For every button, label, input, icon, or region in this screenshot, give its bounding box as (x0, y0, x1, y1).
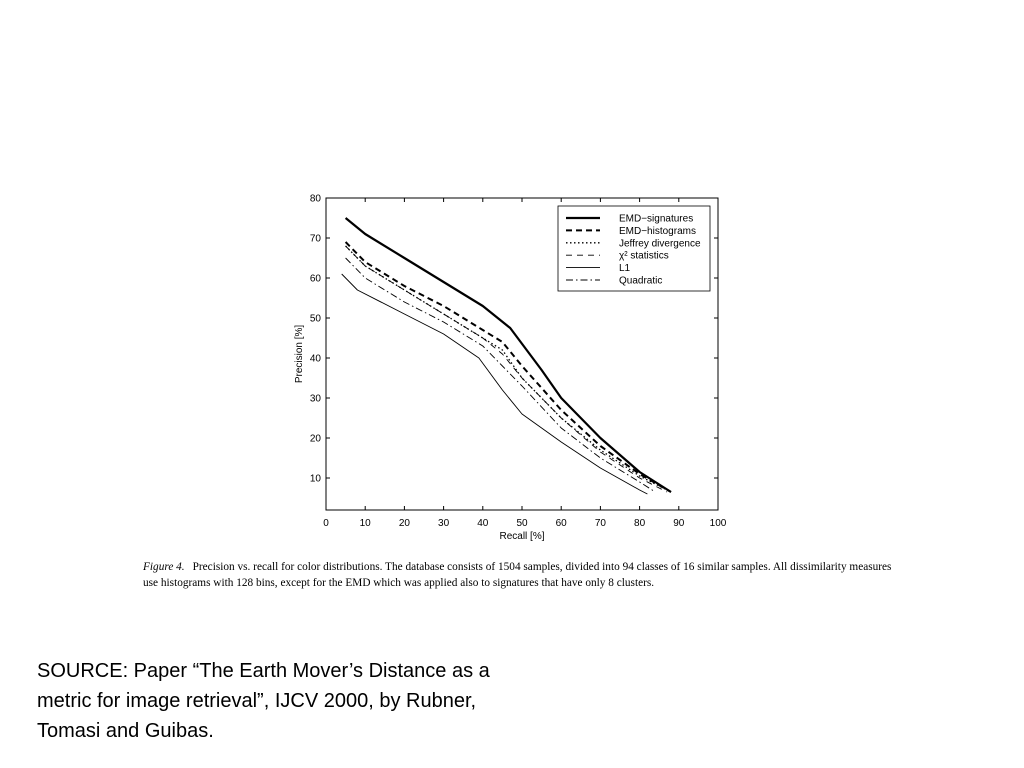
legend (558, 206, 710, 291)
y-tick-label: 60 (309, 273, 321, 285)
legend-entry-6: Quadratic (619, 275, 663, 287)
x-tick-label: 50 (516, 518, 528, 529)
x-tick-label: 10 (359, 518, 371, 529)
caption-text: Precision vs. recall for color distributions. The database consists of 1504 samples, divided into 94 classes of 16 similar samples. All dissimilarity measures use histograms with 128 bins, except for the EMD which was applied also to signatures that have only 8 clusters. (143, 561, 892, 589)
x-tick-label: 40 (477, 518, 489, 529)
x-tick-label: 70 (594, 518, 606, 529)
x-tick-label: 20 (398, 518, 410, 529)
y-tick-label: 80 (309, 193, 321, 205)
x-tick-label: 100 (709, 518, 727, 529)
legend-entry-4: χ² statistics (619, 250, 669, 262)
y-tick-label: 20 (309, 433, 321, 445)
x-tick-label: 60 (555, 518, 567, 529)
x-tick-label: 90 (673, 518, 685, 529)
series-line-5 (342, 274, 648, 494)
series-line-6 (346, 258, 656, 492)
x-tick-label: 30 (438, 518, 450, 529)
figure-label: Figure 4. (143, 561, 185, 573)
legend-entry-5: L1 (619, 263, 631, 275)
figure-caption (143, 559, 903, 591)
y-tick-label: 30 (309, 393, 321, 405)
source-citation: SOURCE: Paper “The Earth Mover’s Distance as a metric for image retrieval”, IJCV 2000, by Rubner, Tomasi and Guibas. (37, 660, 490, 742)
legend-entry-2: EMD−histograms (619, 225, 696, 237)
legend-entry-3: Jeffrey divergence (619, 238, 701, 250)
y-axis-label: Precision [%] (294, 324, 305, 384)
x-tick-label: 0 (323, 518, 329, 529)
x-axis-label: Recall [%] (499, 531, 545, 542)
legend-entry-1: EMD−signatures (619, 213, 694, 225)
x-tick-label: 80 (634, 518, 646, 529)
y-tick-label: 50 (309, 313, 321, 325)
y-tick-label: 10 (309, 473, 321, 485)
y-tick-label: 40 (309, 353, 321, 365)
y-tick-label: 70 (309, 233, 321, 245)
